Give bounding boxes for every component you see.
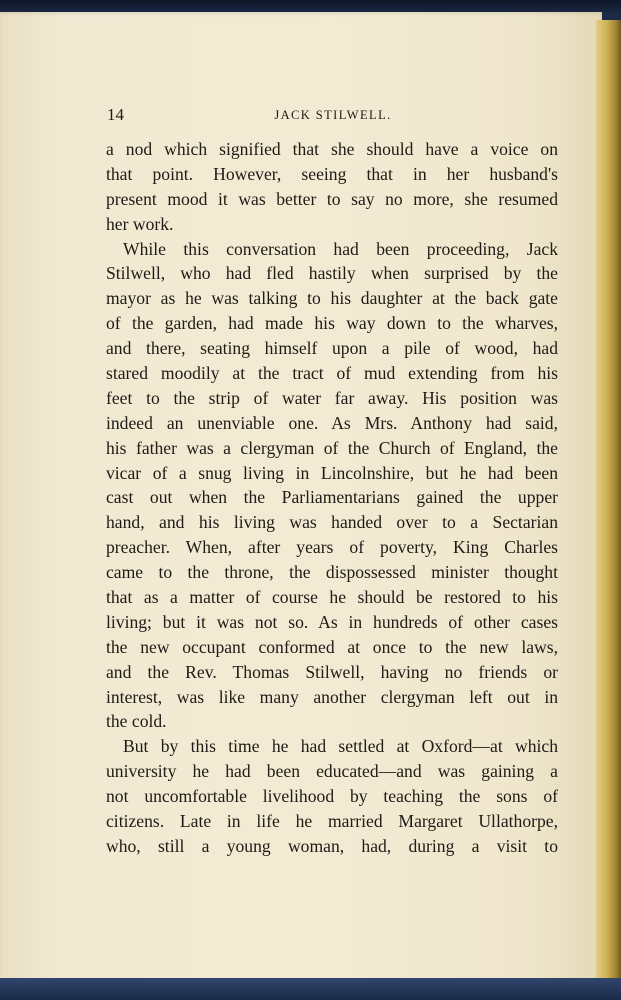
text-line: and the Rev. Thomas Stilwell, having no friends or <box>106 661 558 682</box>
text-line: preacher. When, after years of poverty, King Charles <box>106 537 558 558</box>
text-line: hand, and his living was handed over to a Sectarian <box>106 512 558 533</box>
text-line: indeed an unenviable one. As Mrs. Anthony had said, <box>106 412 558 433</box>
text-line: that as a matter of course he should be restored to his <box>106 587 558 608</box>
text-line: citizens. Late in life he married Margaret Ullathorpe, <box>106 811 558 832</box>
text-line: Stilwell, who had fled hastily when surprised by the <box>106 263 558 284</box>
text-line: the new occupant conformed at once to the new laws, <box>106 636 558 657</box>
text-line: While this conversation had been proceeding, Jack <box>123 238 558 259</box>
text-line: came to the throne, the dispossessed minister thought <box>106 562 558 583</box>
running-title: JACK STILWELL. <box>274 108 392 122</box>
body-text <box>106 137 558 859</box>
book-cover-edge <box>0 978 621 1000</box>
text-line: vicar of a snug living in Lincolnshire, but he had been <box>106 462 558 483</box>
text-line: her work. <box>106 213 174 234</box>
text-line: university he had been educated—and was gaining a <box>106 761 558 782</box>
page-gilt-edge <box>596 20 621 985</box>
text-line: of the garden, had made his way down to the wharves, <box>106 313 558 334</box>
text-line: his father was a clergyman of the Church of England, the <box>106 437 558 458</box>
text-line: and there, seating himself upon a pile of wood, had <box>106 338 558 359</box>
text-line: feet to the strip of water far away. His position was <box>106 387 558 408</box>
text-line: that point. However, seeing that in her husband's <box>106 163 558 184</box>
text-line: interest, was like many another clergyman left out in <box>106 686 558 707</box>
text-line: mayor as he was talking to his daughter at the back gate <box>106 288 558 309</box>
running-header <box>107 104 559 126</box>
text-line: stared moodily at the tract of mud extending from his <box>106 363 558 384</box>
page-number: 14 <box>107 105 124 124</box>
text-line: not uncomfortable livelihood by teaching the sons of <box>106 786 558 807</box>
text-line: living; but it was not so. As in hundreds of other cases <box>106 611 558 632</box>
text-line: cast out when the Parliamentarians gained the upper <box>106 487 558 508</box>
text-line: the cold. <box>106 711 167 732</box>
text-line: a nod which signified that she should have a voice on <box>106 139 558 159</box>
text-line: who, still a young woman, had, during a visit to <box>106 835 558 856</box>
text-line: present mood it was better to say no more, she resumed <box>106 188 558 209</box>
text-line: But by this time he had settled at Oxford—at which <box>123 736 558 757</box>
